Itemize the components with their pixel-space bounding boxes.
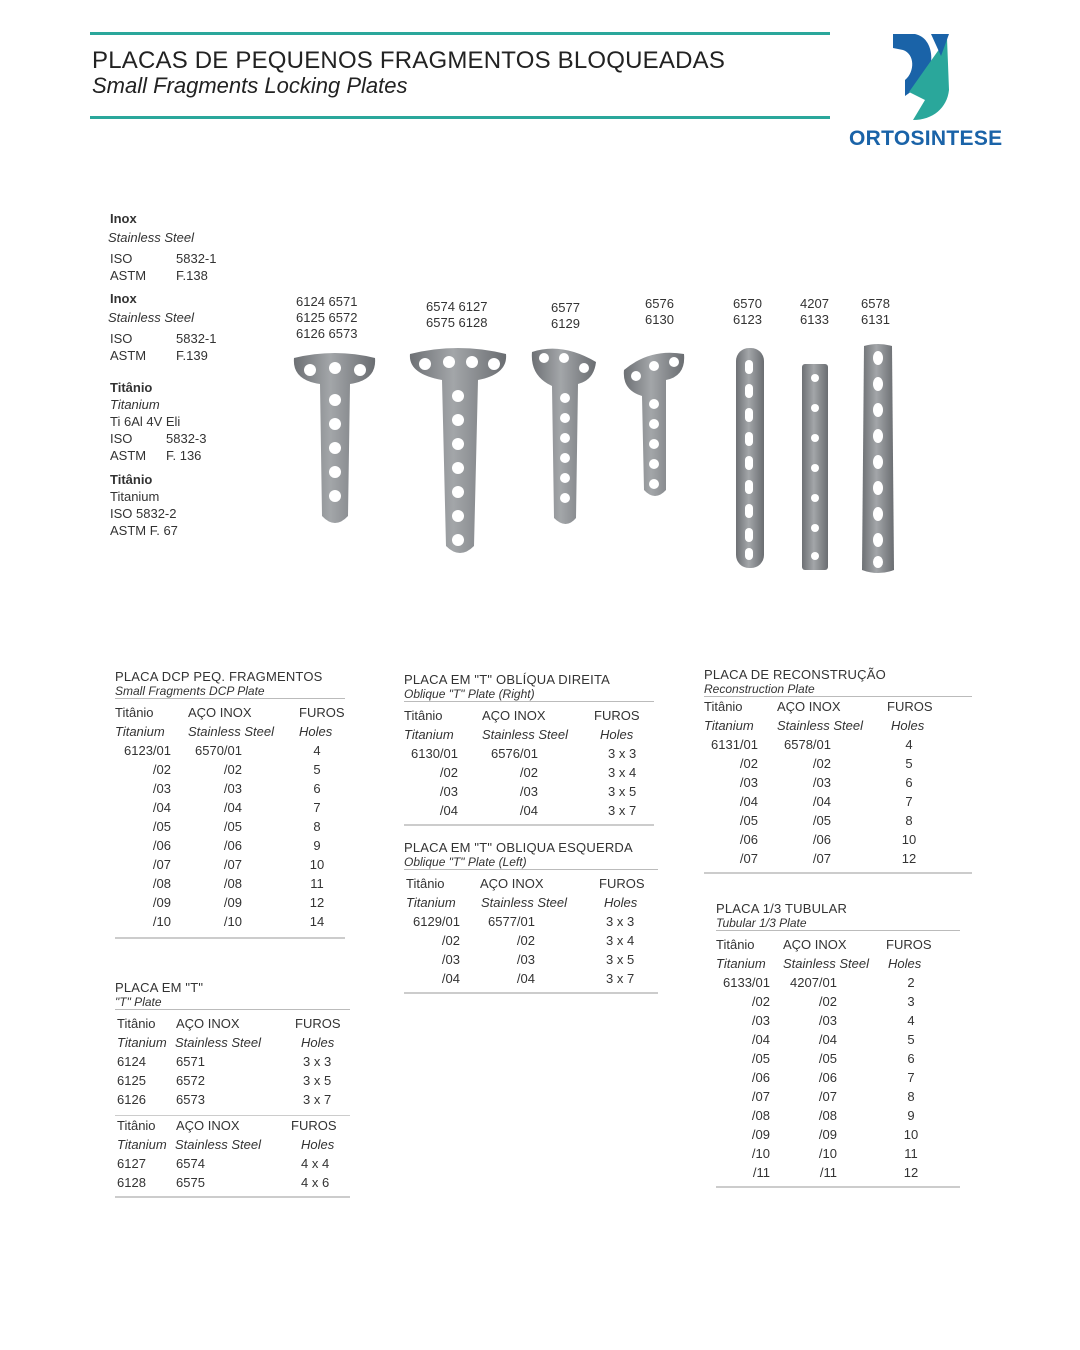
col-subheader: Holes [299,724,333,739]
cell-steel-code: /04 [516,971,535,986]
cell-titanium-code: /06 [152,838,171,853]
cell-holes: 2 [907,975,915,990]
col-header-holes: FUROS [594,708,640,723]
col-header-titanium: Titânio [704,699,743,714]
table-row [115,1071,350,1090]
cell-holes: 14 [309,914,325,929]
col-header-holes: FUROS [299,705,345,720]
table-row [404,763,654,782]
table-row [115,798,345,817]
table-title: PLACA DE RECONSTRUÇÃO [704,667,886,682]
cell-titanium-code: /06 [751,1070,770,1085]
table-subtitle: Oblique "T" Plate (Left) [404,855,658,870]
cell-holes: 4 x 4 [301,1156,330,1171]
col-subheader: Titanium [115,724,165,739]
cell-steel-code: 6577/01 [488,914,535,929]
cell-steel-code: /04 [519,803,538,818]
col-header-steel: AÇO INOX [777,699,841,714]
table-title: PLACA EM "T" [115,980,204,995]
cell-titanium-code: /03 [751,1013,770,1028]
cell-holes: 4 x 6 [301,1175,330,1190]
col-subheader: Holes [301,1035,335,1050]
cell-steel-code: /06 [223,838,242,853]
table-row [716,1087,960,1106]
cell-titanium-code: /07 [739,851,758,866]
table-row [115,912,345,931]
col-subheader: Stainless Steel [188,724,274,739]
cell-titanium-code: /09 [152,895,171,910]
table-row [716,1011,960,1030]
table-row [704,792,972,811]
col-header-steel: AÇO INOX [176,1016,240,1031]
table-row [704,811,972,830]
col-header-holes: FUROS [295,1016,341,1031]
cell-holes: 9 [907,1108,915,1123]
cell-titanium-code: /03 [739,775,758,790]
table-title: PLACA EM "T" OBLÍQUA DIREITA [404,672,611,687]
table-row [404,801,654,820]
col-header-steel: AÇO INOX [188,705,252,720]
material-sub: Stainless Steel [108,310,194,325]
plate-code-label: 6570 6123 [733,296,762,327]
plate-code-label: 6576 6130 [645,296,674,327]
cell-titanium-code: 6123/01 [124,743,171,758]
cell-steel-code: 6570/01 [195,743,242,758]
cell-titanium-code: /07 [751,1089,770,1104]
cell-steel-code: /09 [818,1127,837,1142]
cell-steel-code: /03 [519,784,538,799]
cell-steel-code: /07 [812,851,831,866]
cell-titanium-code: /03 [441,952,460,967]
cell-holes: 3 [907,994,915,1009]
cell-steel-code: /07 [818,1089,837,1104]
cell-steel-code: 6575 [176,1175,205,1190]
cell-titanium-code: /11 [752,1165,770,1180]
table-row [716,992,960,1011]
cell-holes: 12 [901,851,917,866]
cell-steel-code: /06 [818,1070,837,1085]
col-header-holes: FUROS [887,699,933,714]
table-row [115,1173,350,1192]
cell-steel-code: /03 [812,775,831,790]
cell-titanium-code: 6127 [117,1156,146,1171]
table-row [716,1144,960,1163]
col-header-titanium: Titânio [117,1016,156,1031]
cell-titanium-code: /03 [152,781,171,796]
standard-label: ISO [110,251,133,266]
cell-titanium-code: 6130/01 [411,746,458,761]
cell-holes: 3 x 7 [606,971,635,986]
cell-holes: 6 [907,1051,915,1066]
material-name: Titânio [110,380,153,395]
cell-steel-code: /05 [223,819,242,834]
standard-value: 5832-1 [176,251,217,266]
material-block-2 [110,290,216,364]
cell-titanium-code: /06 [739,832,758,847]
cell-steel-code: /05 [818,1051,837,1066]
cell-holes: 4 [907,1013,915,1028]
oblique-right-table [404,672,654,826]
table-subtitle: "T" Plate [115,995,350,1010]
page-subtitle: Small Fragments Locking Plates [92,73,408,98]
col-header-steel: AÇO INOX [482,708,546,723]
cell-steel-code: /09 [223,895,242,910]
table-row [404,931,658,950]
table-subtitle: Tubular 1/3 Plate [716,916,960,931]
col-subheader: Titanium [117,1035,167,1050]
cell-holes: 11 [310,876,324,891]
cell-holes: 5 [907,1032,915,1047]
plates-illustration [280,340,920,580]
cell-holes: 6 [313,781,321,796]
header-top-rule [90,32,830,35]
table-row [115,1154,350,1173]
table-row [704,735,972,754]
cell-titanium-code: /10 [152,914,171,929]
table-row [704,773,972,792]
cell-titanium-code: 6126 [117,1092,146,1107]
cell-steel-code: 6578/01 [784,737,831,752]
page-title: PLACAS DE PEQUENOS FRAGMENTOS BLOQUEADAS [92,47,726,74]
cell-titanium-code: /02 [441,933,460,948]
cell-titanium-code: /04 [152,800,171,815]
table-row [716,973,960,992]
ortosintese-logo-icon [885,30,955,122]
col-subheader: Titanium [716,956,766,971]
cell-steel-code: 6571 [176,1054,205,1069]
cell-steel-code: 4207/01 [790,975,837,990]
table-row [404,969,658,988]
col-subheader: Stainless Steel [481,895,567,910]
standard-label: ISO [110,431,133,446]
table-row [716,1106,960,1125]
col-subheader: Holes [891,718,925,733]
cell-steel-code: /10 [223,914,242,929]
table-row [115,893,345,912]
dcp-plate-image [736,348,764,568]
cell-titanium-code: /09 [751,1127,770,1142]
table-row [704,754,972,773]
cell-titanium-code: /04 [441,971,460,986]
col-subheader: Stainless Steel [175,1035,261,1050]
table-title: PLACA DCP PEQ. FRAGMENTOS [115,669,323,684]
standard-value: F.139 [176,348,208,363]
table-row [404,950,658,969]
standard-value: F. 136 [166,448,202,463]
cell-titanium-code: /08 [751,1108,770,1123]
cell-steel-code: /04 [812,794,831,809]
col-header-steel: AÇO INOX [480,876,544,891]
material-sub: Titanium [110,397,160,412]
cell-titanium-code: /04 [739,794,758,809]
reconstruction-plate-image [862,344,894,573]
table-title: PLACA 1/3 TUBULAR [716,901,848,916]
material-name: Titânio [110,472,153,487]
col-subheader: Holes [301,1137,335,1152]
standard-label: ASTM [110,448,147,463]
col-subheader: Titanium [406,895,456,910]
standard-label: ASTM [110,268,147,283]
cell-holes: 3 x 7 [608,803,637,818]
col-header-titanium: Titânio [406,876,445,891]
cell-steel-code: /02 [516,933,535,948]
standard-value: 5832-3 [166,431,207,446]
table-row [115,874,345,893]
material-block-3 [110,379,206,464]
col-header-steel: AÇO INOX [176,1118,240,1133]
col-header-steel: AÇO INOX [783,937,847,952]
standard-label: ASTM [110,348,147,363]
col-subheader: Titanium [404,727,454,742]
cell-titanium-code: 6124 [117,1054,146,1069]
cell-holes: 11 [904,1146,918,1161]
col-subheader: Stainless Steel [777,718,863,733]
cell-titanium-code: /02 [751,994,770,1009]
table-title: PLACA EM "T" OBLIQUA ESQUERDA [404,840,633,855]
table-row [115,779,345,798]
cell-holes: 10 [309,857,325,872]
table-row [704,849,972,868]
cell-steel-code: /06 [812,832,831,847]
cell-holes: 5 [905,756,913,771]
table-row [404,782,654,801]
material-sub: Titanium [110,489,160,504]
col-header-holes: FUROS [886,937,932,952]
cell-titanium-code: /04 [439,803,458,818]
cell-holes: 3 x 7 [303,1092,332,1107]
cell-holes: 3 x 3 [303,1054,332,1069]
table-row [115,817,345,836]
cell-holes: 5 [313,762,321,777]
standard-value: 5832-1 [176,331,217,346]
cell-steel-code: /02 [818,994,837,1009]
table-row [704,830,972,849]
cell-titanium-code: /08 [152,876,171,891]
table-row [115,1052,350,1071]
cell-steel-code: /03 [818,1013,837,1028]
cell-titanium-code: /10 [751,1146,770,1161]
logo-text: ORTOSINTESE [849,127,1003,150]
tubular-table [716,901,960,1188]
cell-titanium-code: 6131/01 [711,737,758,752]
cell-steel-code: /02 [223,762,242,777]
cell-holes: 8 [907,1089,915,1104]
table-subtitle: Oblique "T" Plate (Right) [404,687,654,702]
cell-titanium-code: 6133/01 [723,975,770,990]
cell-steel-code: /10 [818,1146,837,1161]
tubular-plate-image [802,364,828,570]
plate-code-label: 6574 6127 6575 6128 [426,299,488,330]
cell-titanium-code: /02 [439,765,458,780]
cell-holes: 7 [313,800,321,815]
plate-code-label: 6578 6131 [861,296,890,327]
col-header-titanium: Titânio [117,1118,156,1133]
table-row [115,760,345,779]
col-header-titanium: Titânio [115,705,154,720]
cell-steel-code: /11 [819,1165,837,1180]
material-standard: ISO 5832-2 [110,506,177,521]
table-row [716,1030,960,1049]
table-row [716,1125,960,1144]
table-row [115,741,345,760]
col-subheader: Stainless Steel [482,727,568,742]
table-row [404,912,658,931]
material-name: Inox [110,211,137,226]
cell-holes: 3 x 4 [606,933,635,948]
cell-titanium-code: /04 [751,1032,770,1047]
cell-steel-code: 6574 [176,1156,205,1171]
dcp-plate-table [115,669,345,939]
cell-holes: 3 x 5 [303,1073,332,1088]
table-subtitle: Reconstruction Plate [704,682,972,697]
cell-steel-code: /05 [812,813,831,828]
plate-code-label: 4207 6133 [800,296,829,327]
cell-steel-code: 6572 [176,1073,205,1088]
cell-steel-code: /08 [223,876,242,891]
cell-titanium-code: /07 [152,857,171,872]
t-plate-wide-image [410,348,506,553]
cell-steel-code: /04 [223,800,242,815]
col-header-holes: FUROS [291,1118,337,1133]
col-subheader: Stainless Steel [175,1137,261,1152]
cell-titanium-code: /05 [751,1051,770,1066]
material-block-1 [110,210,216,284]
col-subheader: Titanium [704,718,754,733]
material-sub: Stainless Steel [108,230,194,245]
table-row [716,1068,960,1087]
cell-titanium-code: /05 [739,813,758,828]
cell-holes: 6 [905,775,913,790]
oblique-t-plate-right-image [624,353,684,496]
cell-holes: 3 x 5 [606,952,635,967]
t-plate-table [115,980,350,1198]
col-header-titanium: Titânio [716,937,755,952]
t-plate-image [294,353,375,523]
standard-label: ISO [110,331,133,346]
cell-titanium-code: /02 [152,762,171,777]
cell-holes: 9 [313,838,321,853]
cell-titanium-code: 6125 [117,1073,146,1088]
table-row [115,1090,350,1109]
cell-steel-code: /04 [818,1032,837,1047]
table-row [115,836,345,855]
cell-steel-code: /02 [812,756,831,771]
oblique-left-table [404,840,658,994]
plate-code-label: 6124 6571 6125 6572 6126 6573 [296,294,358,341]
cell-holes: 7 [907,1070,915,1085]
cell-steel-code: 6573 [176,1092,205,1107]
material-standard: ASTM F. 67 [110,523,178,538]
table-row [115,855,345,874]
reconstruction-table [704,667,972,874]
cell-steel-code: 6576/01 [491,746,538,761]
material-alloy: Ti 6Al 4V Eli [110,414,181,429]
cell-holes: 10 [901,832,917,847]
cell-steel-code: /07 [223,857,242,872]
cell-holes: 7 [905,794,913,809]
material-block-4 [110,471,178,539]
col-subheader: Holes [604,895,638,910]
cell-holes: 4 [905,737,913,752]
table-row [716,1163,960,1182]
cell-holes: 4 [313,743,321,758]
col-subheader: Stainless Steel [783,956,869,971]
cell-holes: 12 [309,895,325,910]
cell-holes: 12 [903,1165,919,1180]
standard-value: F.138 [176,268,208,283]
oblique-t-plate-left-image [532,349,596,524]
col-header-titanium: Titânio [404,708,443,723]
header-bottom-rule [90,116,830,119]
cell-holes: 3 x 5 [608,784,637,799]
table-subtitle: Small Fragments DCP Plate [115,684,345,699]
plate-code-label: 6577 6129 [551,300,580,331]
col-subheader: Holes [888,956,922,971]
col-subheader: Titanium [117,1137,167,1152]
cell-titanium-code: 6128 [117,1175,146,1190]
cell-titanium-code: /02 [739,756,758,771]
cell-holes: 10 [903,1127,919,1142]
cell-titanium-code: 6129/01 [413,914,460,929]
table-row [404,744,654,763]
cell-holes: 3 x 4 [608,765,637,780]
cell-steel-code: /03 [516,952,535,967]
cell-holes: 8 [313,819,321,834]
cell-holes: 8 [905,813,913,828]
material-name: Inox [110,291,137,306]
cell-steel-code: /08 [818,1108,837,1123]
col-subheader: Holes [600,727,634,742]
cell-holes: 3 x 3 [606,914,635,929]
table-row [716,1049,960,1068]
col-header-holes: FUROS [599,876,645,891]
cell-holes: 3 x 3 [608,746,637,761]
cell-steel-code: /02 [519,765,538,780]
cell-steel-code: /03 [223,781,242,796]
cell-titanium-code: /03 [439,784,458,799]
cell-titanium-code: /05 [152,819,171,834]
